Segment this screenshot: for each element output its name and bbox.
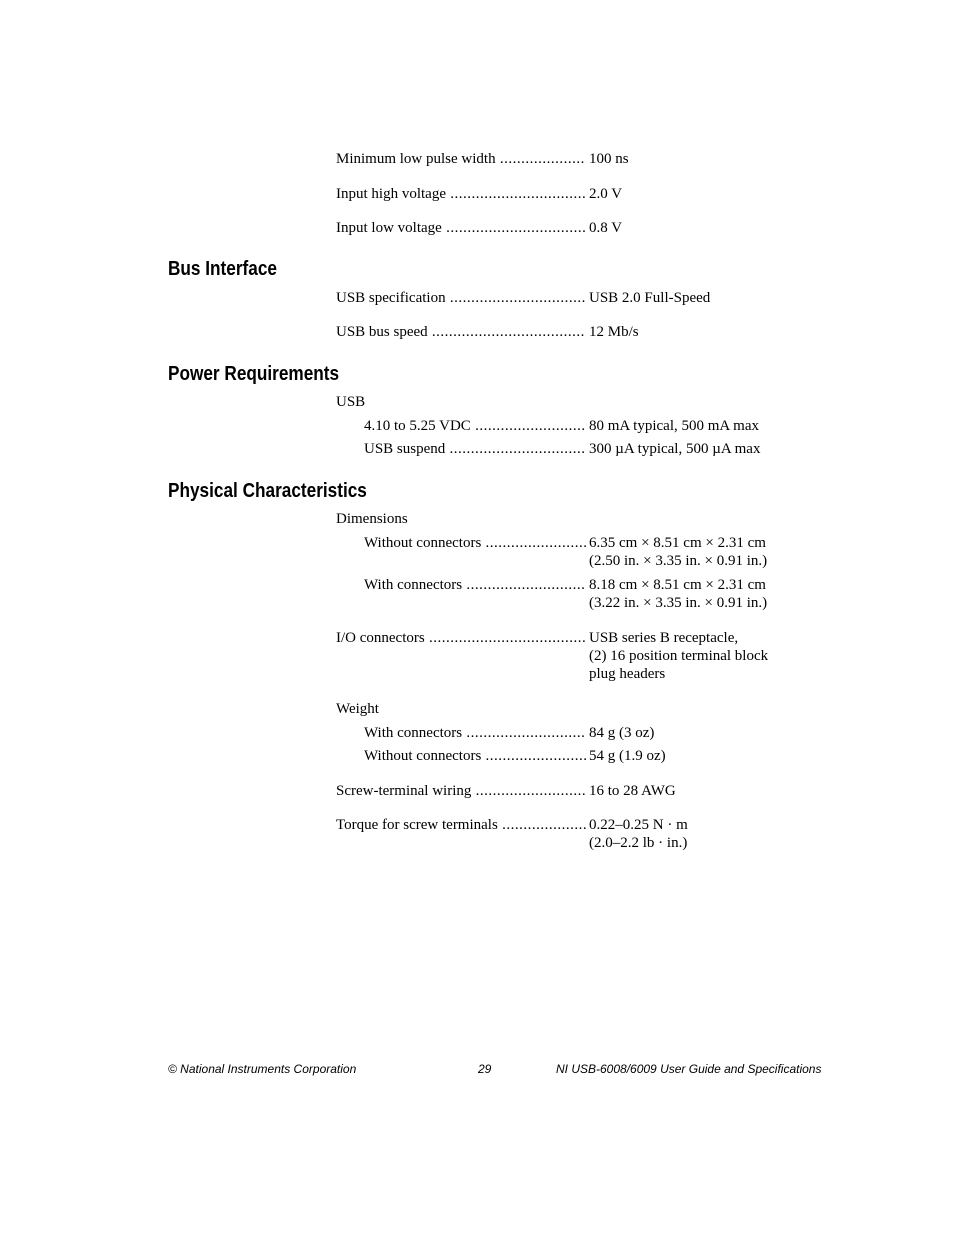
spec-value: 2.0 V [589, 186, 623, 202]
spec-label: USB bus speed ..... [336, 323, 586, 341]
spec-label: Minimum low pulse width ..... [336, 150, 586, 168]
spec-label: Input low voltage ..... [336, 219, 586, 237]
group-label-usb: USB [336, 394, 366, 410]
spec-label: USB specification ..... [336, 289, 586, 307]
spec-value: 0.8 V [589, 220, 623, 236]
spec-value: USB 2.0 Full-Speed [589, 290, 711, 306]
spec-value: 80 mA typical, 500 mA max [589, 418, 759, 434]
spec-value: 0.22–0.25 N · m (2.0–2.2 lb · in.) [589, 817, 688, 851]
spec-value: 84 g (3 oz) [589, 725, 655, 741]
group-label-weight: Weight [336, 701, 379, 717]
spec-value: 12 Mb/s [589, 324, 639, 340]
spec-label: USB suspend ..... [364, 440, 586, 458]
heading-power-requirements: Power Requirements [168, 363, 340, 385]
spec-value: USB series B receptacle, (2) 16 position terminal block plug headers [589, 630, 769, 682]
spec-value: 100 ns [589, 151, 629, 167]
spec-label: Without connectors ..... [364, 747, 586, 765]
heading-physical-characteristics: Physical Characteristics [168, 480, 367, 502]
footer-copyright: © National Instruments Corporation [168, 1062, 357, 1076]
footer-page-number: 29 [478, 1062, 492, 1076]
spec-label: 4.10 to 5.25 VDC ..... [364, 417, 586, 435]
group-label-dimensions: Dimensions [336, 511, 408, 527]
spec-value: 6.35 cm × 8.51 cm × 2.31 cm (2.50 in. × 3.35 in. × 0.91 in.) [589, 535, 768, 569]
spec-label: Torque for screw terminals ..... [336, 816, 586, 834]
heading-bus-interface: Bus Interface [168, 258, 277, 280]
spec-value: 16 to 28 AWG [589, 783, 676, 799]
spec-label: Without connectors ..... [364, 534, 586, 552]
spec-value: 300 µA typical, 500 µA max [589, 441, 761, 457]
spec-label: With connectors ..... [364, 724, 586, 742]
spec-label: Input high voltage ..... [336, 185, 586, 203]
spec-label: With connectors ..... [364, 576, 586, 594]
spec-value: 54 g (1.9 oz) [589, 748, 666, 764]
spec-label: I/O connectors ..... [336, 629, 586, 647]
footer-document-title: NI USB-6008/6009 User Guide and Specifications [556, 1062, 822, 1076]
spec-label: Screw-terminal wiring ..... [336, 782, 586, 800]
spec-value: 8.18 cm × 8.51 cm × 2.31 cm (3.22 in. × 3.35 in. × 0.91 in.) [589, 577, 768, 611]
